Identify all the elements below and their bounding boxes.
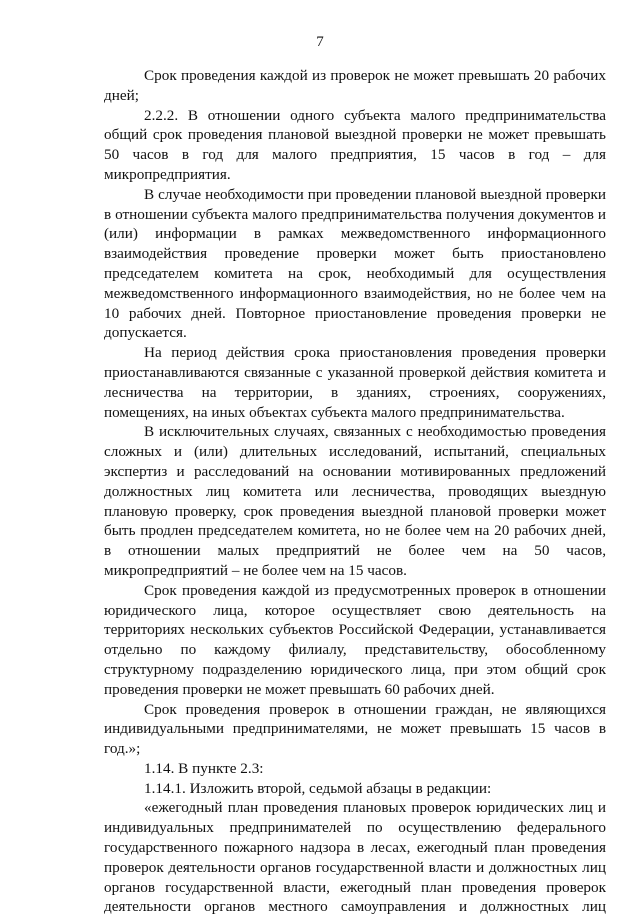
page-number: 7 [316, 34, 324, 50]
document-body [104, 66, 606, 917]
paragraph-9: 1.14.1. Изложить второй, седьмой абзацы в редакции: [144, 779, 492, 797]
paragraph-4: На период действия срока приостановления проведения проверки приостанавливаются связанные с указанной проверкой действия комитета и лесничества на территории, в зданиях, строениях, сооружениях, помещениях, на иных объектах субъекта малого предпринимательства. [104, 344, 606, 421]
paragraph-5: В исключительных случаях, связанных с необходимостью проведения сложных и (или) длительных исследований, испытаний, специальных экспертиз и расследований на основании мотивированных предложений должностных лиц комитета или лесничества, проводящих выездную плановую проверку, срок проведения выездной плановой проверки может быть продлен председателем комитета, но не более чем на 20 рабочих дней, в отношении малых предприятий не более чем на 50 часов, микропредприятий – не более чем на 15 часов. [104, 423, 606, 579]
paragraph-7: Срок проведения проверок в отношении граждан, не являющихся индивидуальными предпринимателями, не может превышать 15 часов в год.»; [104, 700, 606, 758]
paragraph-3: В случае необходимости при проведении плановой выездной проверки в отношении субъекта малого предпринимательства получения документов и (или) информации в рамках межведомственного информационного взаимодействия проведение проверки может быть приостановлено председателем комитета на срок, необходимый для осуществления межведомственного информационного взаимодействия, но не более чем на 10 рабочих дней. Повторное приостановление проведения проверки не допускается. [104, 185, 606, 342]
paragraph-1: Срок проведения каждой из проверок не может превышать 20 рабочих дней; [104, 67, 606, 104]
paragraph-6: Срок проведения каждой из предусмотренных проверок в отношении юридического лица, которое осуществляет свою деятельность на территориях нескольких субъектов Российской Федерации, устанавливается отдельно по каждому филиалу, представительству, обособленному структурному подразделению юридического лица, при этом общий срок проведения проверки не может превышать 60 рабочих дней. [104, 581, 606, 698]
paragraph-10: «ежегодный план проведения плановых проверок юридических лиц и индивидуальных предпринимателей по осуществлению федерального государственного пожарного надзора в лесах, ежегодный план проведения проверок деятельности органов государственной власти и должностных лиц органов государственной власти, ежегодный план проведения проверок деятельности органов местного самоуправления и должностных лиц [104, 799, 606, 916]
paragraph-2: 2.2.2. В отношении одного субъекта малого предпринимательства общий срок проведения плановой выездной проверки не может превышать 50 часов в год для малого предприятия, 15 часов в год – для микропредприятия. [104, 106, 606, 183]
paragraph-8: 1.14. В пункте 2.3: [144, 759, 264, 777]
